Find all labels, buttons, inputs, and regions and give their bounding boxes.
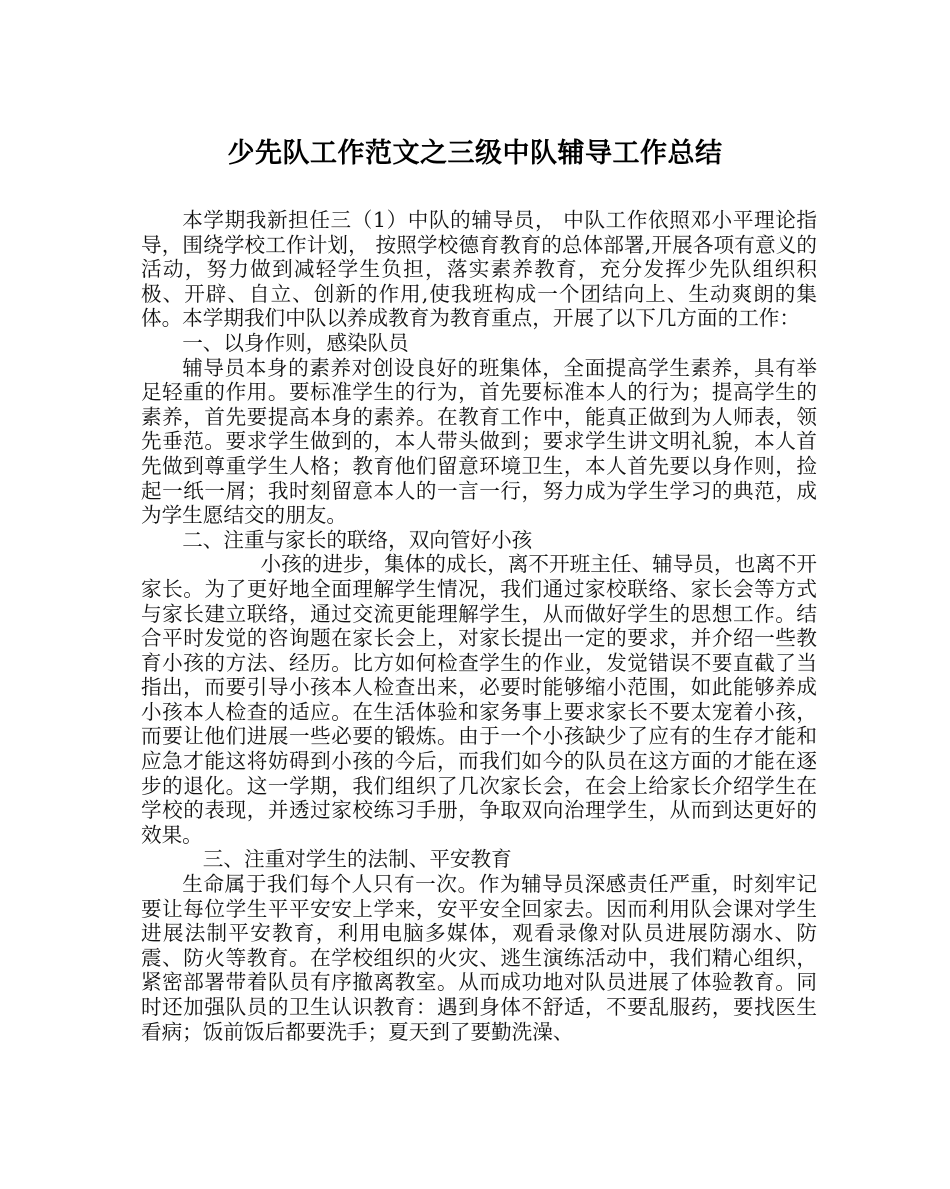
section-2-paragraph: 小孩的进步，集体的成长，离不开班主任、辅导员，也离不开家长。为了更好地全面理解学生情况，我们通过家校联络、家长会等方式与家长建立联络，通过交流更能理解学生，从而做好学生的思想工作。结合平时发觉的咨询题在家长会上，对家长提出一定的要求，并介绍一些教育小孩的方法、经历。比方如何检查学生的作业，发觉错误不要直截了当指出，而要引导小孩本人检查出来，必要时能够缩小范围，如此能够养成小孩本人检查的适应。在生活体验和家务事上要求家长不要太宠着小孩，而要让他们进展一些必要的锻炼。由于一个小孩缺少了应有的生存才能和应急才能这将妨碍到小孩的今后，而我们如今的队员在这方面的才能在逐步的退化。这一学期，我们组织了几次家长会，在会上给家长介绍学生在学校的表现，并透过家校练习手册，争取双向治理学生，从而到达更好的效果。 [141, 552, 817, 847]
document-title: 少先队工作范文之三级中队辅导工作总结 [227, 138, 723, 169]
document-body [141, 208, 817, 1044]
section-3-paragraph: 生命属于我们每个人只有一次。作为辅导员深感责任严重，时刻牢记要让每位学生平平安安上学来，安平安全回家去。因而利用队会课对学生进展法制平安教育，利用电脑多媒体，观看录像对队员进展防溺水、防震、防火等教育。在学校组织的火灾、逃生演练活动中，我们精心组织，紧密部署带着队员有序撤离教室。从而成功地对队员进展了体验教育。同时还加强队员的卫生认识教育：遇到身体不舒适，不要乱服药，要找医生看病；饭前饭后都要洗手；夏天到了要勤洗澡、 [141, 872, 817, 1044]
section-heading-2: 二、注重与家长的联络，双向管好小孩 [182, 527, 533, 552]
section-heading-1: 一、以身作则，感染队员 [182, 330, 409, 355]
section-1-paragraph: 辅导员本身的素养对创设良好的班集体，全面提高学生素养，具有举足轻重的作用。要标准学生的行为，首先要标准本人的行为；提高学生的素养，首先要提高本身的素养。在教育工作中，能真正做到为人师表，领先垂范。要求学生做到的，本人带头做到；要求学生讲文明礼貌，本人首先做到尊重学生人格；教育他们留意环境卫生，本人首先要以身作则，捡起一纸一屑；我时刻留意本人的一言一行，努力成为学生学习的典范，成为学生愿结交的朋友。 [141, 355, 817, 528]
intro-paragraph: 本学期我新担任三（1）中队的辅导员， 中队工作依照邓小平理论指导，围绕学校工作计划， 按照学校德育教育的总体部署,开展各项有意义的活动，努力做到减轻学生负担，落实素养教育，充分发挥少先队组织积极、开辟、自立、创新的作用,使我班构成一个团结向上、生动爽朗的集体。本学期我们中队以养成教育为教育重点，开展了以下几方面的工作： [141, 208, 817, 331]
section-heading-3: 三、注重对学生的法制、平安教育 [202, 847, 512, 872]
